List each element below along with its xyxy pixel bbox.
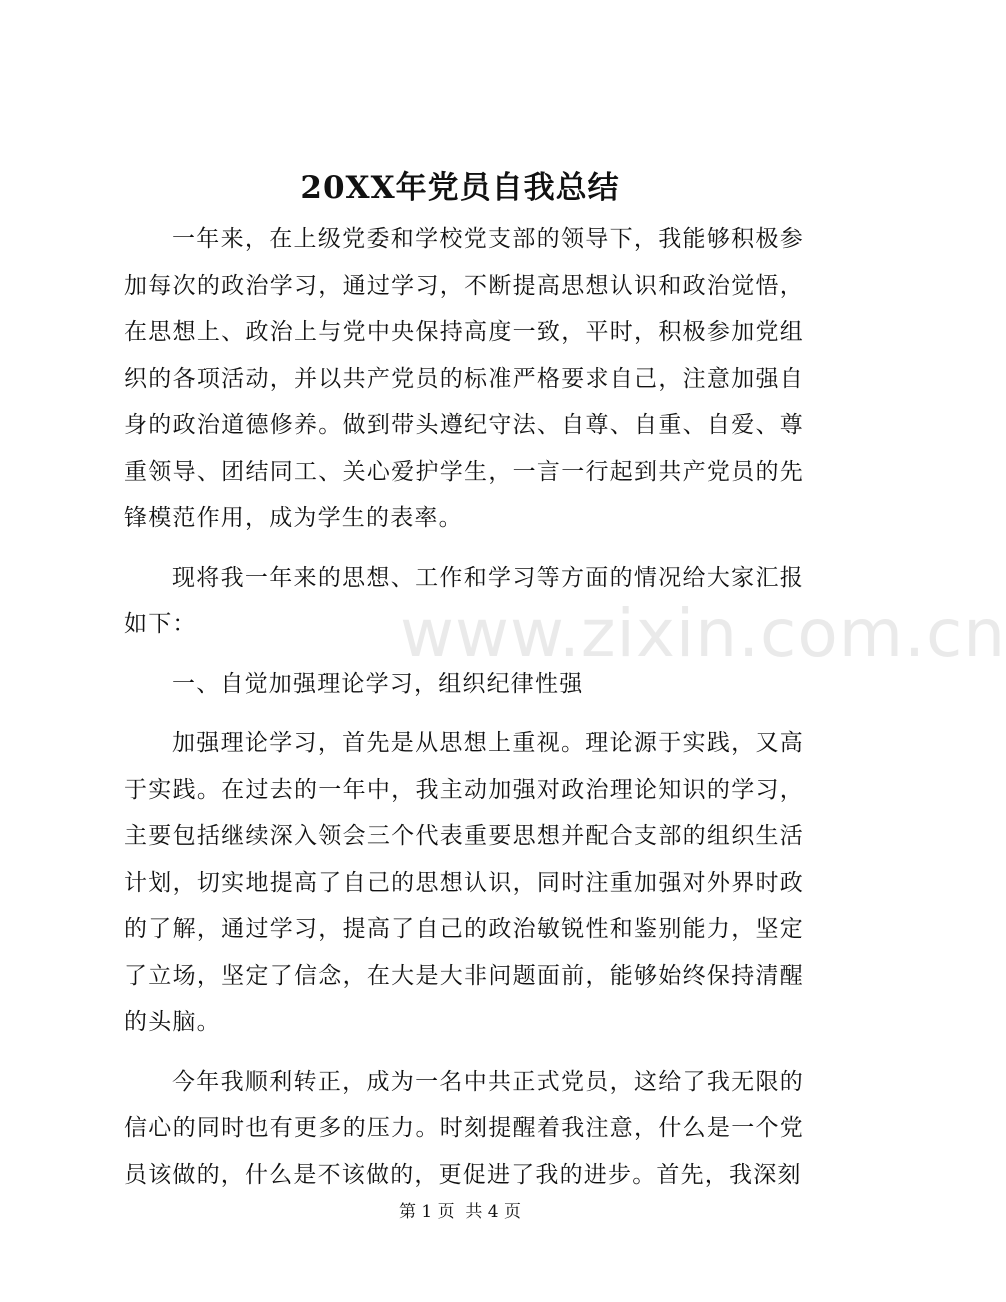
document-body (124, 216, 804, 1198)
watermark: www.zixin.com.cn (400, 595, 1006, 672)
page-number: 第 1 页 共 4 页 (398, 1202, 522, 1222)
paragraph-theory-study: 加强理论学习，首先是从思想上重视。理论源于实践，又高于实践。在过去的一年中，我主动加强对政治理论知识的学习，主要包括继续深入领会三个代表重要思想并配合支部的组织生活计划，切实地提高了自己的思想认识，同时注重加强对外界时政的了解，通过学习，提高了自己的政治敏锐性和鉴别能力，坚定了立场，坚定了信念，在大是大非问题面前，能够始终保持清醒的头脑。 (124, 730, 804, 1035)
paragraph-membership: 今年我顺利转正，成为一名中共正式党员，这给了我无限的信心的同时也有更多的压力。时刻提醒着我注意，什么是一个党员该做的，什么是不该做的，更促进了我的进步。首先，我深刻 (124, 1068, 804, 1188)
page-footer (0, 1198, 920, 1226)
paragraph-intro: 一年来，在上级党委和学校党支部的领导下，我能够积极参加每次的政治学习，通过学习，不断提高思想认识和政治觉悟，在思想上、政治上与党中央保持高度一致，平时，积极参加党组织的各项活动，并以共产党员的标准严格要求自己，注意加强自身的政治道德修养。做到带头遵纪守法、自尊、自重、自爱、尊重领导、团结同工、关心爱护学生，一言一行起到共产党员的先锋模范作用，成为学生的表率。 (124, 226, 804, 531)
paragraph-report: 现将我一年来的思想、工作和学习等方面的情况给大家汇报如下： (124, 564, 804, 637)
section-heading-1: 一、自觉加强理论学习，组织纪律性强 (172, 670, 584, 697)
document-title: 20XX年党员自我总结 (300, 170, 620, 206)
